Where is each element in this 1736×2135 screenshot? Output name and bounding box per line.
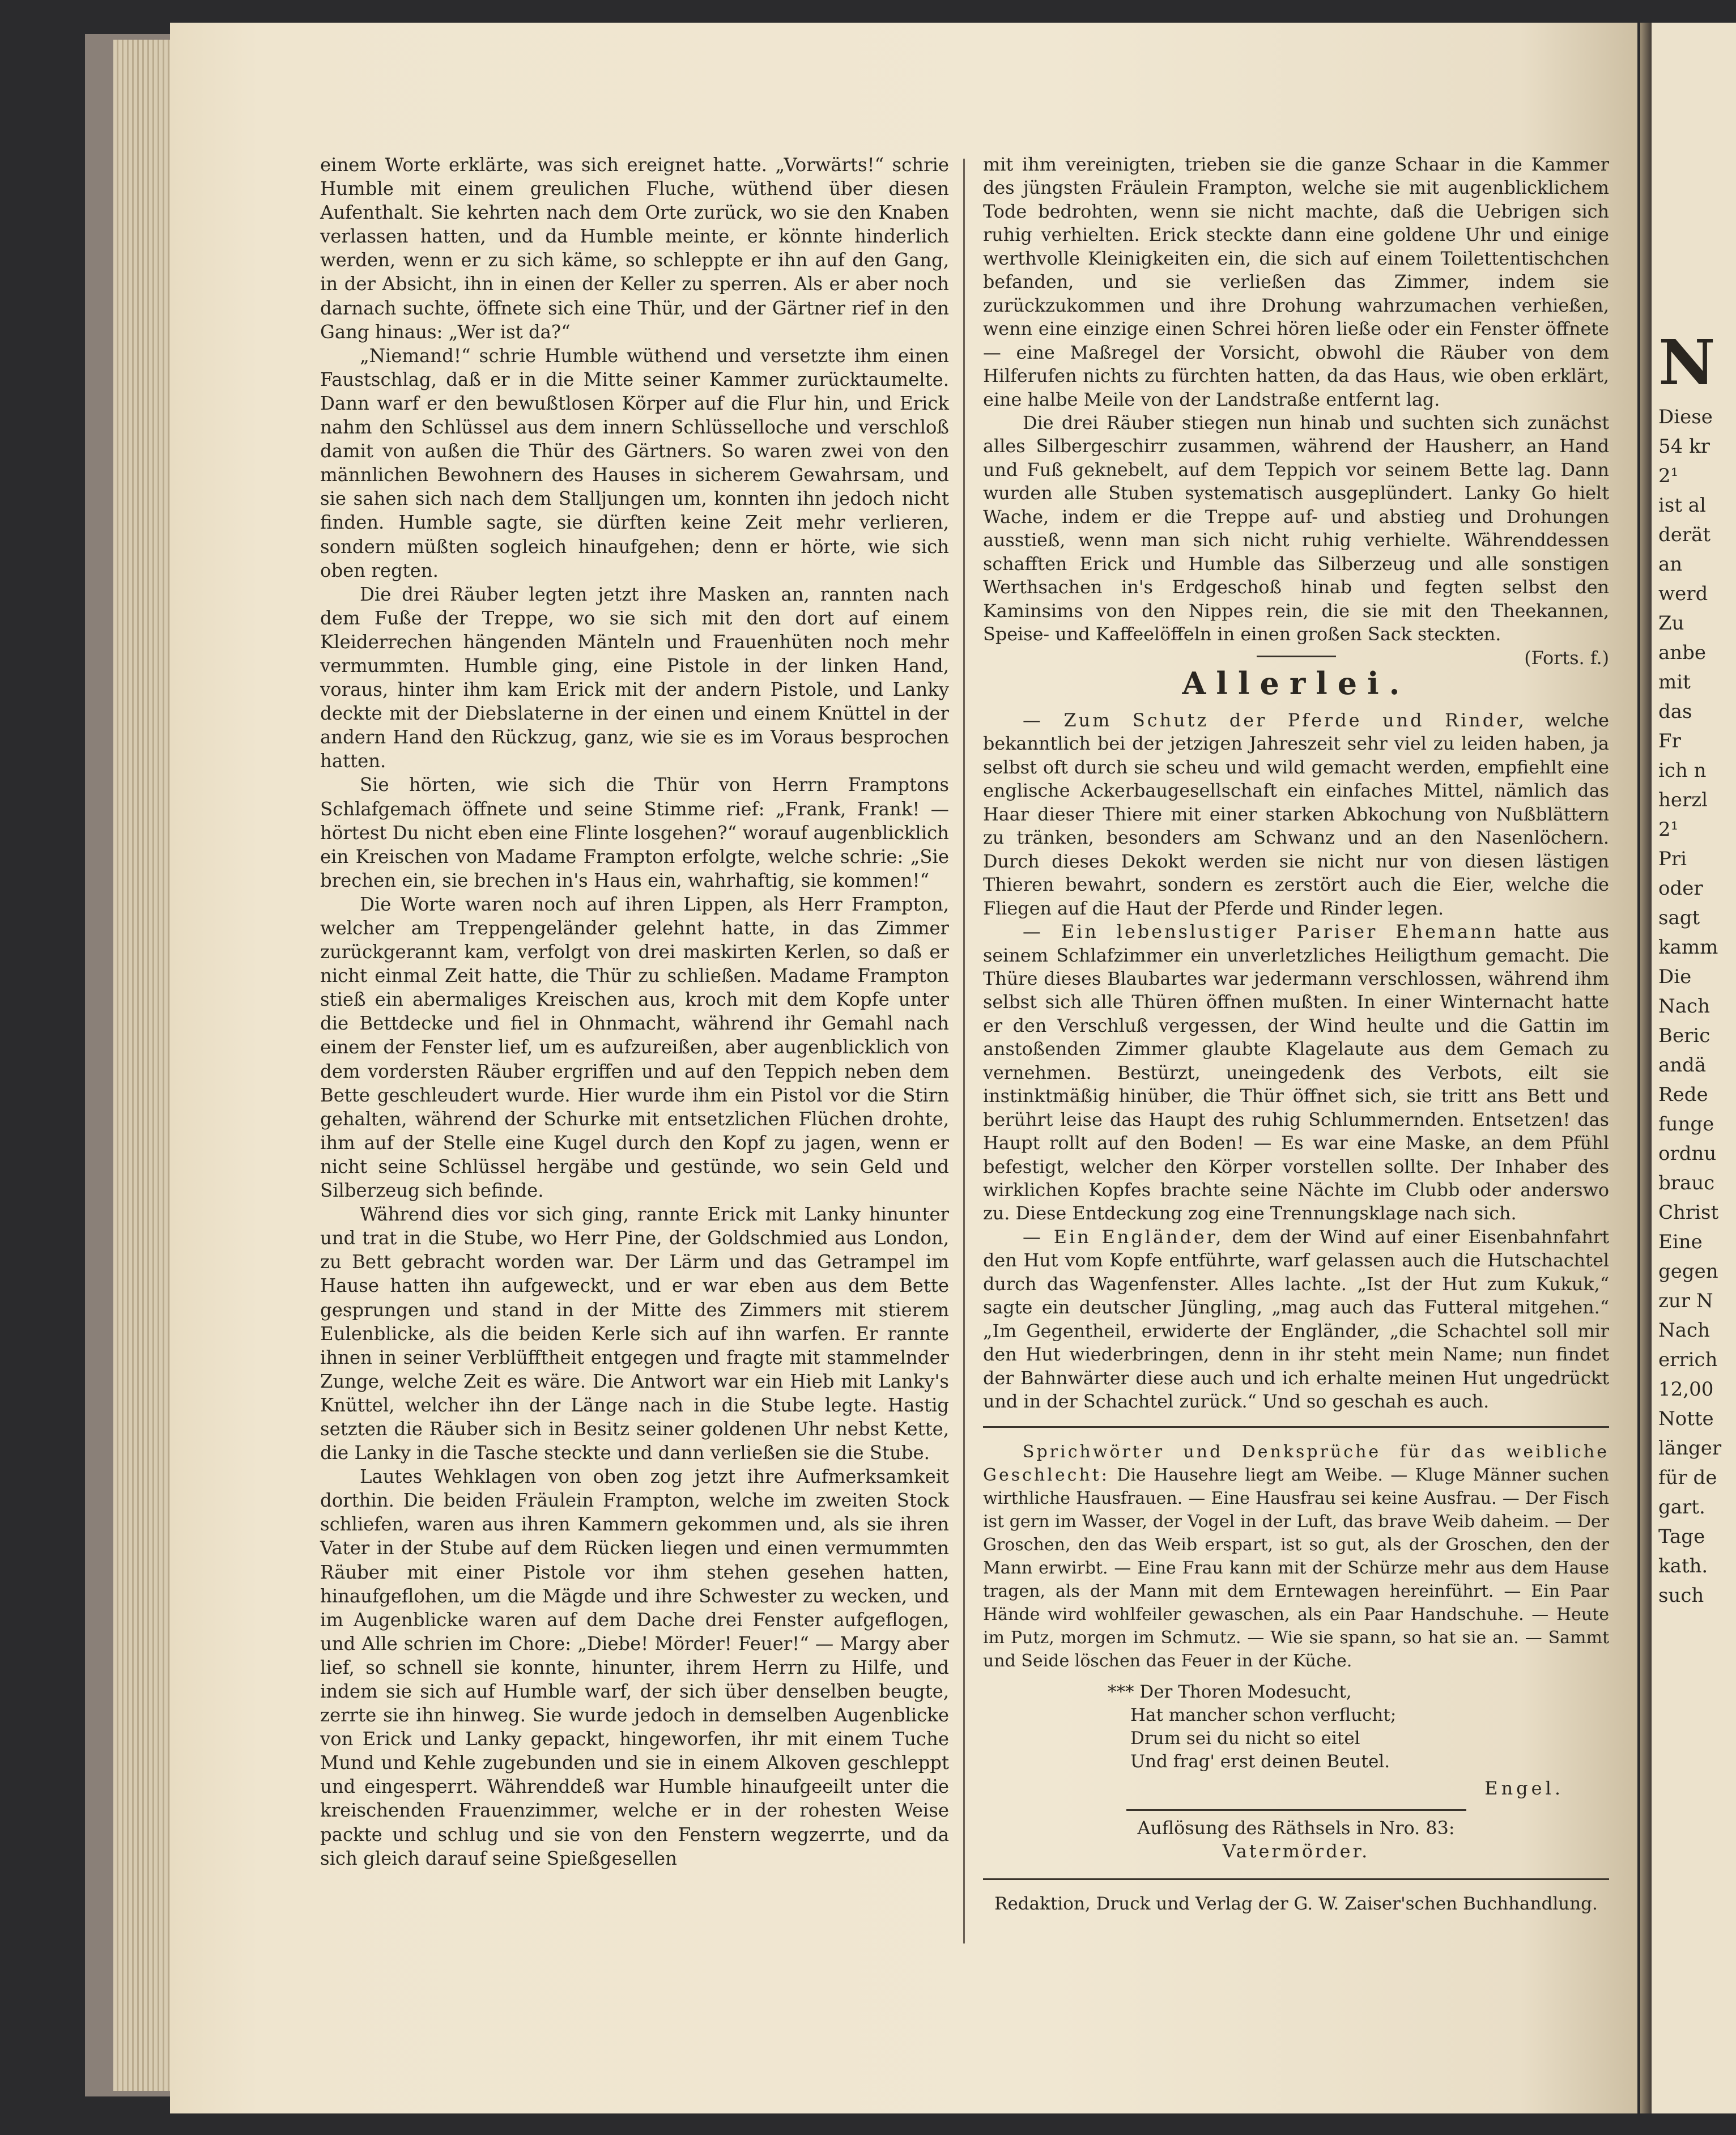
next-page-fragment: Pri bbox=[1658, 848, 1687, 870]
news-item bbox=[983, 1226, 1609, 1414]
next-page-fragment: Nach bbox=[1658, 1319, 1710, 1342]
divider-rule bbox=[983, 1426, 1609, 1428]
next-page-fragment: errich bbox=[1658, 1349, 1718, 1371]
next-page-edge bbox=[1652, 23, 1736, 2113]
imprint: Redaktion, Druck und Verlag der G. W. Zaiser'schen Buchhandlung. bbox=[994, 1893, 1598, 1914]
next-page-fragment: kath. bbox=[1658, 1555, 1708, 1577]
item-text: hatte aus seinem Schlafzimmer ein unverletzliches Heiligthum gemacht. Die Thüre dieses Blaubartes war jedermann verschlossen, während ihm selbst sich alle Thüren öffnen mußten. In einer Winternacht hatte er den Verschluß vergessen, der Wind heulte und die Gattin im anstoßenden Zimmer glaubte Klagelaute aus dem Gemach zu vernehmen. Bestürzt, uneingedenk des Verbots, eilt sie instinktmäßig hinüber, die Thür öffnet sich, sie tritt ans Bett und berührt leise das Haupt des ruhig Schlummernden. Entsetzen! das Haupt rollt auf den Boden! — Es war eine Maske, an dem Pfühl befestigt, welcher den Körper vorstellen sollte. Der Inhaber des wirklichen Kopfes brachte seine Nächte im Clubb oder anderswo zu. Diese Entdeckung zog eine Trennungsklage nach sich. bbox=[983, 921, 1609, 1224]
next-page-fragment: Nach bbox=[1658, 995, 1710, 1018]
continuation-note: (Forts. f.) bbox=[1524, 647, 1609, 669]
next-page-fragment: 12,00 bbox=[1658, 1378, 1714, 1401]
next-page-fragment: Notte bbox=[1658, 1407, 1714, 1430]
proverbs-lead: Sprichwörter und Denksprüche für das weibliche Geschlecht: bbox=[983, 1441, 1609, 1485]
item-lead: — Ein Engländer, bbox=[1023, 1226, 1224, 1248]
next-page-fragment: such bbox=[1658, 1584, 1704, 1607]
next-page-fragment: N bbox=[1658, 326, 1716, 399]
news-item bbox=[983, 920, 1609, 1226]
item-text: welche bekanntlich bei der jetzigen Jahreszeit sehr viel zu leiden haben, ja selbst oft durch sie scheu und wild gemacht werden, empfiehlt eine englische Ackerbaugesellschaft ein einfaches Mittel, nämlich das Haar dieser Thiere mit einer starken Abkochung von Nußblättern zu tränken, besonders am Schwanz und an den Nasenlöchern. Durch dieses Dekokt werden sie nicht nur von diesen lästigen Thieren bewahrt, sondern es zerstört auch die Eier, welche die Fliegen auf die Haut der Pferde und Rinder legen. bbox=[983, 709, 1609, 919]
divider-rule bbox=[1257, 656, 1336, 657]
proverbs bbox=[983, 1440, 1609, 1673]
poem-line: Drum sei du nicht so eitel bbox=[1130, 1728, 1360, 1749]
next-page-fragment: zur N bbox=[1658, 1290, 1713, 1312]
next-page-fragment: Fr bbox=[1658, 730, 1681, 752]
paragraph-text: Die drei Räuber stiegen nun hinab und suchten sich zunächst alles Silbergeschirr zusammen, während der Hausherr, an Hand und Fuß geknebelt, auf dem Teppich vor seinem Bette lag. Dann wurden alle Stuben systematisch ausgeplündert. Lanky Go hielt Wache, indem er die Treppe auf- und abstieg und Drohungen ausstieß, wenn man sich nicht ruhig verhielte. Währenddessen schafften Erick und Humble das Silberzeug und alle sonstigen Werthsachen in's Erdgeschoß hinab und fegten selbst den Kaminsims von den Nippes rein, die sie mit den Theekannen, Speise- und Kaffeelöffeln in einen großen Sack steckten. bbox=[983, 411, 1609, 645]
book-gutter bbox=[1640, 23, 1653, 2113]
next-page-fragment: Rede bbox=[1658, 1083, 1708, 1106]
next-page-fragment: derät bbox=[1658, 524, 1711, 546]
next-page-fragment: herzl bbox=[1658, 789, 1708, 811]
divider-rule bbox=[1126, 1809, 1466, 1811]
poem bbox=[1108, 1681, 1609, 1774]
next-page-fragment: das bbox=[1658, 700, 1692, 723]
next-page-fragment: Eine bbox=[1658, 1231, 1703, 1253]
next-page-fragment: mit bbox=[1658, 671, 1691, 694]
riddle-title: Auflösung des Räthsels in Nro. 83: bbox=[1137, 1817, 1455, 1839]
next-page-fragment: an bbox=[1658, 553, 1683, 576]
next-page-fragment: oder bbox=[1658, 877, 1703, 900]
item-text: dem der Wind auf einer Eisenbahnfahrt den Hut vom Kopfe entführte, warf gelassen auch die Hutschachtel durch das Wagenfenster. Alles lachte. „Ist der Hut zum Kukuk,“ sagte ein deutscher Jüngling, „mag auch das Futteral mitgehen.“ „Im Gegentheil, erwiderte der Engländer, „die Schachtel soll mir den Hut wiederbringen, denn in ihr steht mein Name; nun findet der Bahnwärter diese auch und ich erhalte meinen Hut ungedrückt und in der Schachtel zurück.“ Und so geschah es auch. bbox=[983, 1226, 1609, 1413]
paragraph: einem Worte erklärte, was sich ereignet hatte. „Vorwärts!“ schrie Humble mit einem greulichen Fluche, wüthend über diesen Aufenthalt. Sie kehrten nach dem Orte zurück, wo sie den Knaben verlassen hatten, und da Humble meinte, er könnte hinderlich werden, wenn er zu sich käme, so schleppte er ihn auf den Gang, in der Absicht, ihn in einen der Keller zu sperren. Als er aber noch darnach suchte, öffnete sich eine Thür, und der Gärtner rief in den Gang hinaus: „Wer ist da?“ bbox=[320, 154, 949, 343]
proverbs-text: Die Hausehre liegt am Weibe. — Kluge Männer suchen wirthliche Hausfrauen. — Eine Hausfrau sei keine Ausfrau. — Der Fisch ist gern im Wasser, der Vogel in der Luft, das brave Weib daheim. — Der Groschen, den das Weib erspart, ist so gut, als der Groschen, den der Mann erwirbt. — Eine Frau kann mit der Schürze mehr aus dem Hause tragen, als der Mann mit dem Erntewagen hereinführt. — Ein Paar Hände wird wohlfeiler gewaschen, als ein Paar Handschuhe. — Heute im Putz, morgen im Schmutz. — Wie sie spann, so hat sie an. — Sammt und Seide löschen das Feuer in der Küche. bbox=[983, 1465, 1609, 1671]
next-page-fragment: ordnu bbox=[1658, 1142, 1717, 1165]
next-page-fragment: Christ bbox=[1658, 1201, 1719, 1224]
paragraph: Während dies vor sich ging, rannte Erick mit Lanky hinunter und trat in die Stube, wo Herr Pine, der Goldschmied aus London, zu Bett gebracht worden war. Der Lärm und das Getrampel im Hause hatten ihn aufgeweckt, und er war eben aus dem Bette gesprungen und stand in der Mitte des Zimmers mit stierem Eulenblicke, als die beiden Kerle sich auf ihn warfen. Er rannte ihnen in seiner Verblüfftheit entgegen und fragte mit stammelnder Zunge, welche Zeit es wäre. Die Antwort war ein Hieb mit Lanky's Knüttel, welcher ihn der Länge nach in die Stube legte. Hastig setzten die Räuber sich in Besitz seiner goldenen Uhr nebst Kette, die Lanky in die Tasche steckte und dann verließen sie die Stube. bbox=[320, 1203, 949, 1464]
next-page-fragment: länger bbox=[1658, 1437, 1722, 1460]
paragraph: Lautes Wehklagen von oben zog jetzt ihre Aufmerksamkeit dorthin. Die beiden Fräulein Frampton, welche im zweiten Stock schliefen, waren aus ihren Kammern gekommen und, als sie ihren Vater in der Stube auf dem Rücken liegen und einen vermummten Räuber mit einer Pistole vor ihm stehen gesehen hatten, hinaufgeflohen, um die Mägde und ihre Schwester zu wecken, und im Augenblicke waren auf dem Dache drei Fenster aufgeflogen, und Alle schrien im Chore: „Diebe! Mörder! Feuer!“ — Margy aber lief, so schnell sie konnte, hinunter, ihrem Herrn zu Hilfe, und indem sie sich auf Humble warf, der sich über denselben beugte, zerrte sie ihn hinweg. Sie wurde jedoch in demselben Augenblicke von Erick und Lanky gepackt, hingeworfen, ihr mit einem Tuche Mund und Kehle zugebunden und sie in einem Alkoven geschleppt und eingesperrt. Währenddeß war Humble hinaufgeeilt unter die kreischenden Frauenzimmer, welche er in der rohesten Weise packte und schlug und sie von den Fenstern wegzerrte, und da sich gleich darauf seine Spießgesellen bbox=[320, 1466, 949, 1869]
next-page-fragment: werd bbox=[1658, 582, 1708, 605]
item-lead: — Ein lebenslustiger Pariser Ehemann bbox=[1023, 921, 1499, 943]
next-page-fragment: sagt bbox=[1658, 907, 1700, 929]
next-page-fragment: Die bbox=[1658, 966, 1692, 988]
next-page-fragment: Tage bbox=[1658, 1525, 1705, 1548]
poem-line: Und frag' erst deinen Beutel. bbox=[1130, 1751, 1390, 1772]
left-column bbox=[320, 153, 949, 1870]
next-page-fragment: ist al bbox=[1658, 494, 1706, 517]
poem-line: Hat mancher schon verflucht; bbox=[1130, 1704, 1397, 1725]
news-item bbox=[983, 709, 1609, 920]
next-page-fragment: gart. bbox=[1658, 1496, 1705, 1519]
item-lead: — Zum Schutz der Pferde und Rinder, bbox=[1023, 709, 1526, 731]
next-page-fragment: kamm bbox=[1658, 936, 1718, 959]
next-page-fragment: Beric bbox=[1658, 1024, 1711, 1047]
divider-rule bbox=[983, 1878, 1609, 1880]
poem-line: *** Der Thoren Modesucht, bbox=[1108, 1681, 1352, 1702]
next-page-fragment: 2¹ bbox=[1658, 818, 1679, 841]
next-page-fragment: ich n bbox=[1658, 759, 1707, 782]
next-page-fragment: Zu bbox=[1658, 612, 1684, 635]
next-page-fragment: 2¹ bbox=[1658, 465, 1679, 487]
next-page-fragment: für de bbox=[1658, 1466, 1717, 1489]
paragraph: Die Worte waren noch auf ihren Lippen, als Herr Frampton, welcher am Treppengeländer gelehnt hatte, in das Zimmer zurückgerannt kam, verfolgt von drei maskirten Kerlen, so daß er nicht einmal Zeit hatte, die Thür zu schließen. Madame Frampton stieß ein abermaliges Kreischen aus, kroch mit dem Kopfe unter die Bettdecke und fiel in Ohnmacht, während ihr Gemahl nach einem der Fenster lief, um es aufzureißen, aber augenblicklich von dem vordersten Räuber ergriffen und auf den Teppich neben dem Bette geschleudert wurde. Hier wurde ihm ein Pistol vor die Stirn gehalten, während der Schurke mit entsetzlichen Flüchen drohte, ihm auf der Stelle eine Kugel durch den Kopf zu jagen, wenn er nicht seine Schlüssel hergäbe und gestünde, wo sein Geld und Silberzeug sich befinde. bbox=[320, 893, 949, 1202]
paragraph: mit ihm vereinigten, trieben sie die ganze Schaar in die Kammer des jüngsten Fräulein Frampton, welche sie mit augenblicklichem Tode bedrohten, wenn sie nicht machte, daß die Uebrigen sich ruhig verhielten. Erick steckte dann eine goldene Uhr und einige werthvolle Kleinigkeiten ein, die sich auf einem Toilettentischchen befanden, und sie verließen das Zimmer, indem sie zurückzukommen und ihre Drohung wahrzumachen verhießen, wenn eine einzige einen Schrei hören ließe oder ein Fenster öffnete — eine Maßregel der Vorsicht, obwohl die Räuber von dem Hilferufen nichts zu fürchten hatten, da das Haus, wie oben erklärt, eine halbe Meile von der Landstraße entfernt lag. bbox=[983, 154, 1609, 410]
right-column bbox=[983, 153, 1609, 1916]
paragraph: „Niemand!“ schrie Humble wüthend und versetzte ihm einen Faustschlag, daß er in die Mitte seiner Kammer zurücktaumelte. Dann warf er den bewußtlosen Körper auf die Flur hin, und Erick nahm den Schlüssel aus dem innern Schlüsselloche und verschloß damit von außen die Thür des Gärtners. So waren zwei von den männlichen Bewohnern des Hauses in sicherem Gewahrsam, und sie sahen sich nach dem Stalljungen um, konnten ihn jedoch nicht finden. Humble sagte, sie dürften keine Zeit mehr verlieren, sondern müßten sogleich hinaufgehen; denn er hörte, wie sich oben regten. bbox=[320, 345, 949, 581]
riddle-answer: Vatermörder. bbox=[1222, 1840, 1370, 1862]
paragraph: Sie hörten, wie sich die Thür von Herrn Framptons Schlafgemach öffnete und seine Stimme rief: „Frank, Frank! — hörtest Du nicht eben eine Flinte losgehen?“ worauf augenblicklich ein Kreischen von Madame Frampton erfolgte, welche schrie: „Sie brechen ein, sie brechen in's Haus ein, wahrhaftig, sie kommen!“ bbox=[320, 774, 949, 891]
column-divider bbox=[963, 159, 965, 1943]
next-page-fragment: 54 kr bbox=[1658, 435, 1710, 458]
next-page-fragment: anbe bbox=[1658, 641, 1707, 664]
paragraph bbox=[983, 411, 1609, 669]
next-page-fragment: andä bbox=[1658, 1054, 1707, 1077]
next-page-fragment: Diese bbox=[1658, 406, 1713, 428]
paragraph: Die drei Räuber legten jetzt ihre Masken an, rannten nach dem Fuße der Treppe, wo sie sich mit den dort auf einem Kleiderrechen hängenden Mänteln und Frauenhüten noch mehr vermummten. Humble ging, eine Pistole in der linken Hand, voraus, hinter ihm kam Erick mit der andern Pistole, und Lanky deckte mit der Diebslaterne in der einen und einem Knüttel in der andern Hand den Rückzug, ganz, wie sie es im Voraus besprochen hatten. bbox=[320, 583, 949, 772]
next-page-fragment: gegen bbox=[1658, 1260, 1718, 1283]
next-page-fragment: brauc bbox=[1658, 1172, 1715, 1194]
poem-author: Engel. bbox=[1484, 1777, 1564, 1799]
next-page-fragment: funge bbox=[1658, 1113, 1714, 1135]
section-heading: Allerlei. bbox=[1182, 665, 1410, 701]
